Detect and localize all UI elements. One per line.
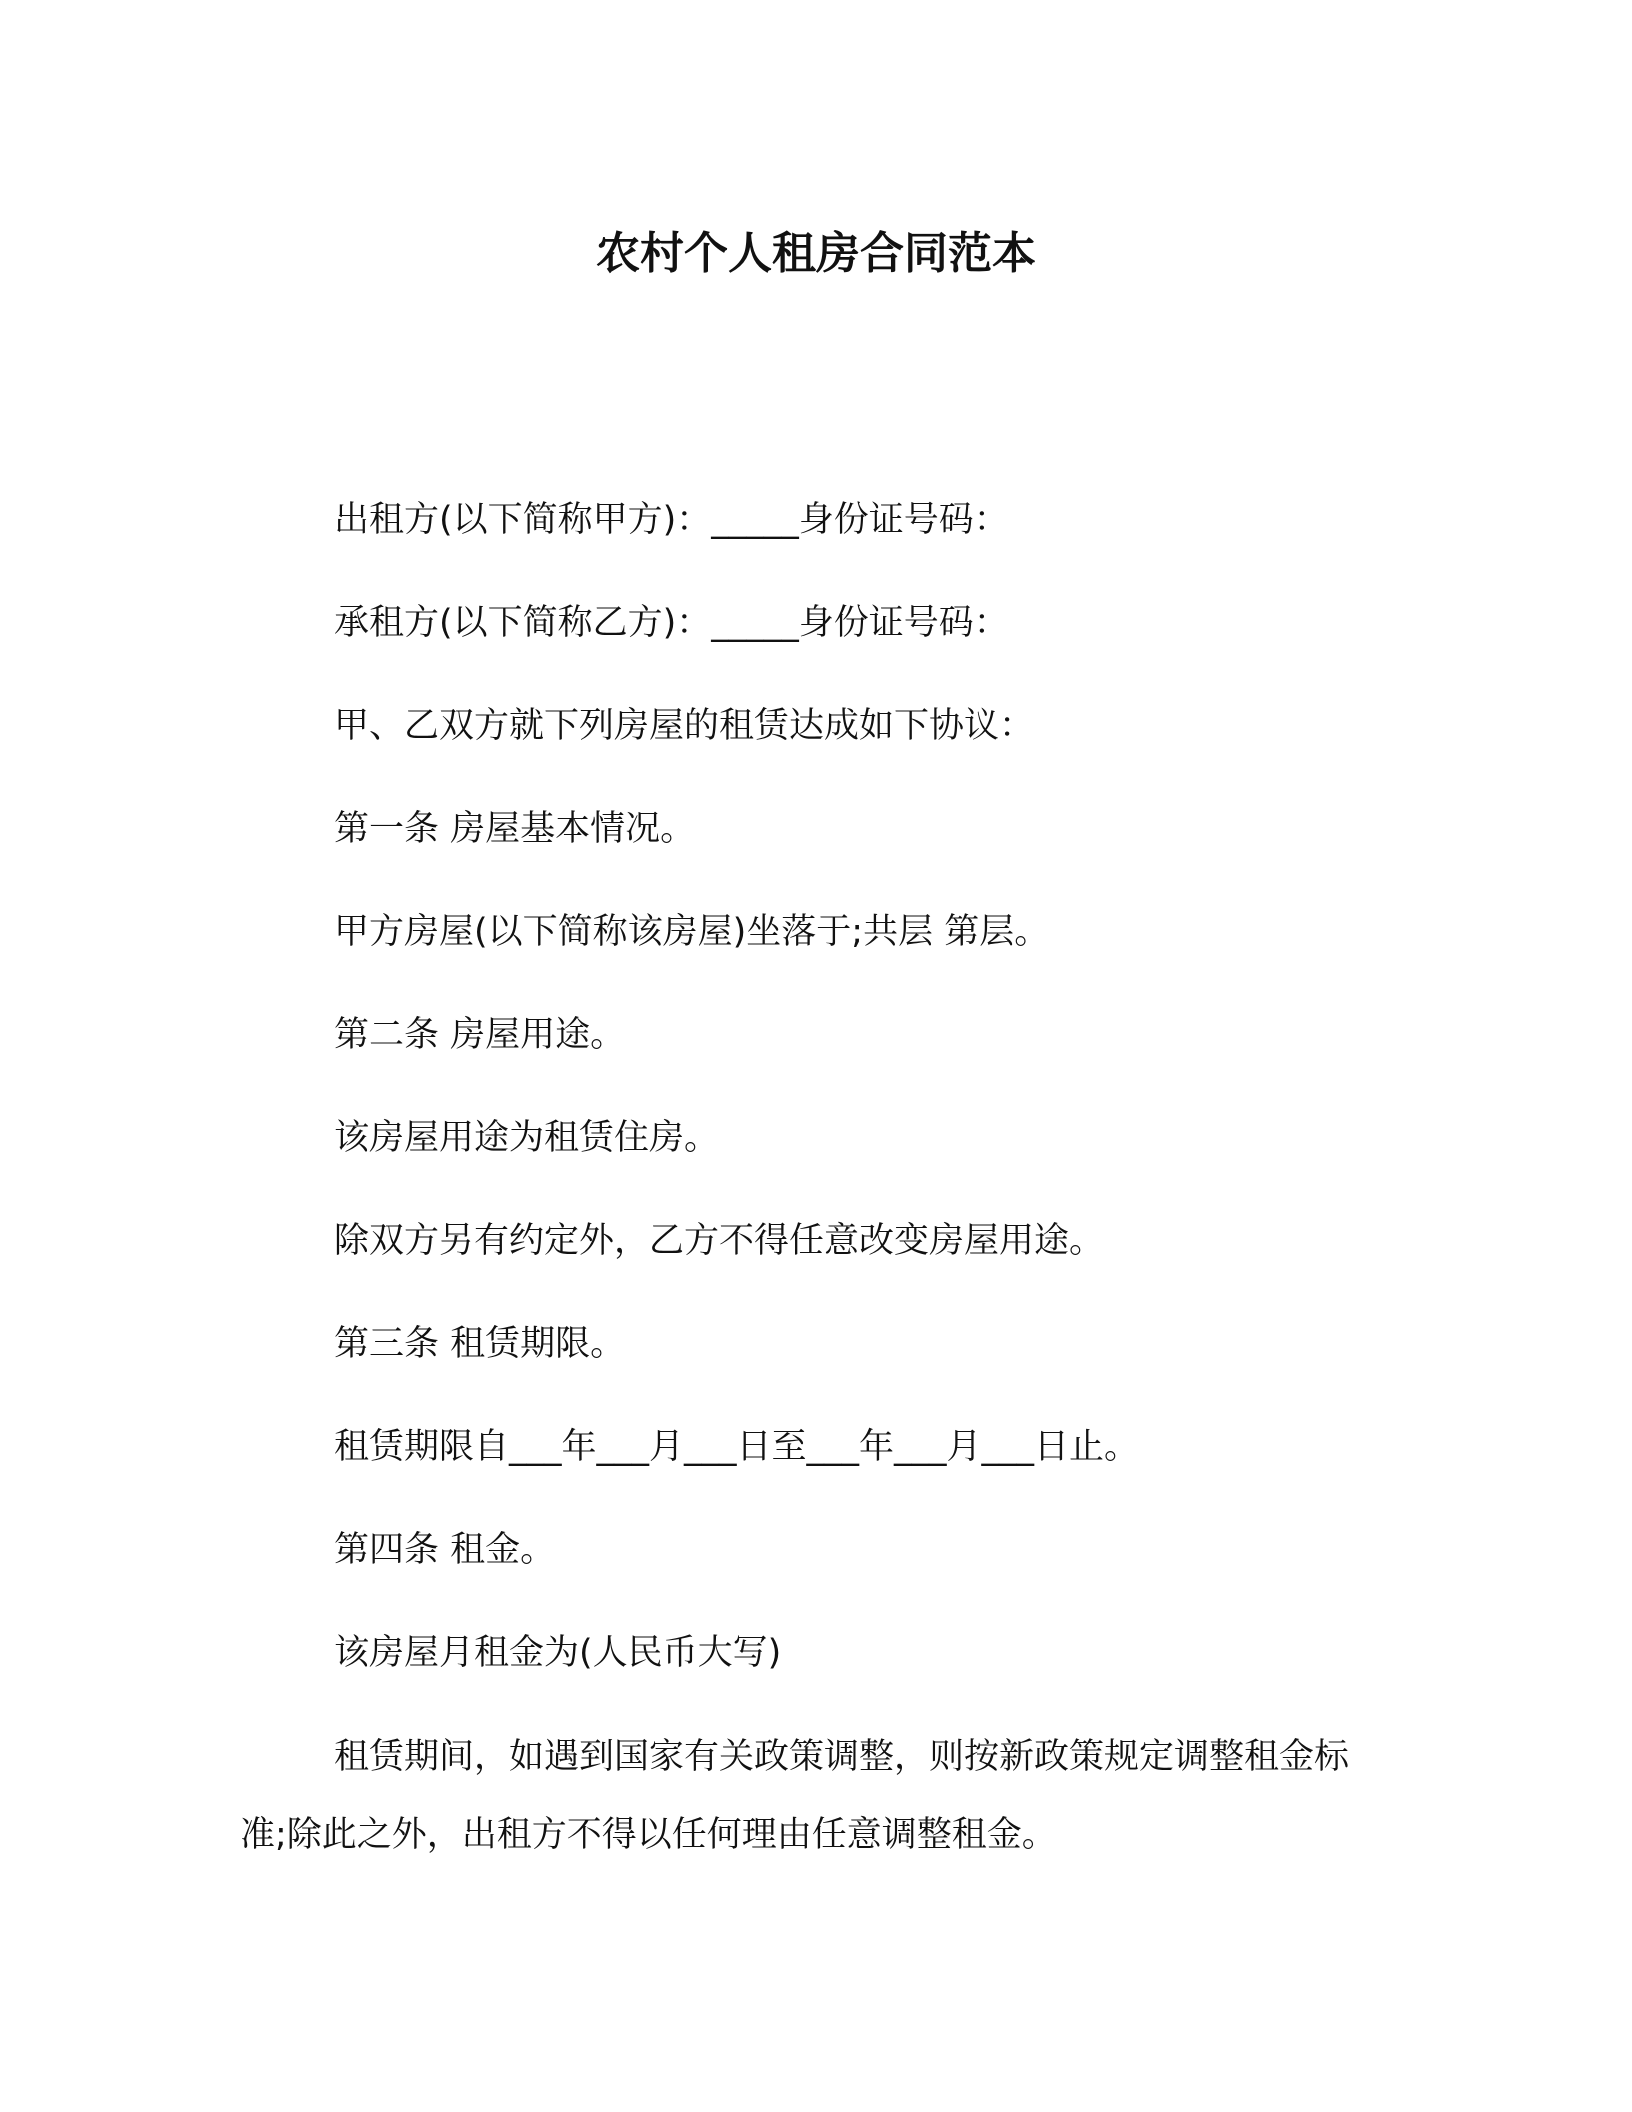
agreement-intro: 甲、乙双方就下列房屋的租赁达成如下协议： <box>334 706 1035 746</box>
article-2-body-1: 该房屋用途为租赁住房。 <box>334 1118 720 1158</box>
lessor-line: 出租方(以下简称甲方)：_____身份证号码： <box>334 500 1009 540</box>
article-2-body-2: 除双方另有约定外，乙方不得任意改变房屋用途。 <box>334 1221 1105 1261</box>
rent-adjustment-paragraph: 租赁期间，如遇到国家有关政策调整，则按新政策规定调整租金标准;除此之外，出租方不得以任何理由任意调整租金。 <box>240 1737 1350 1855</box>
article-3-heading: 第三条 租赁期限。 <box>334 1324 626 1364</box>
article-4-body: 该房屋月租金为(人民币大写) <box>334 1633 782 1673</box>
article-1-body: 甲方房屋(以下简称该房屋)坐落于;共层 第层。 <box>334 912 1050 952</box>
lessee-line: 承租方(以下简称乙方)：_____身份证号码： <box>334 603 1009 643</box>
article-3-body: 租赁期限自___年___月___日至___年___月___日止。 <box>334 1427 1140 1467</box>
document-title: 农村个人租房合同范本 <box>596 228 1036 279</box>
article-1-heading: 第一条 房屋基本情况。 <box>334 809 696 849</box>
article-4-heading: 第四条 租金。 <box>334 1530 556 1570</box>
article-2-heading: 第二条 房屋用途。 <box>334 1015 626 1055</box>
